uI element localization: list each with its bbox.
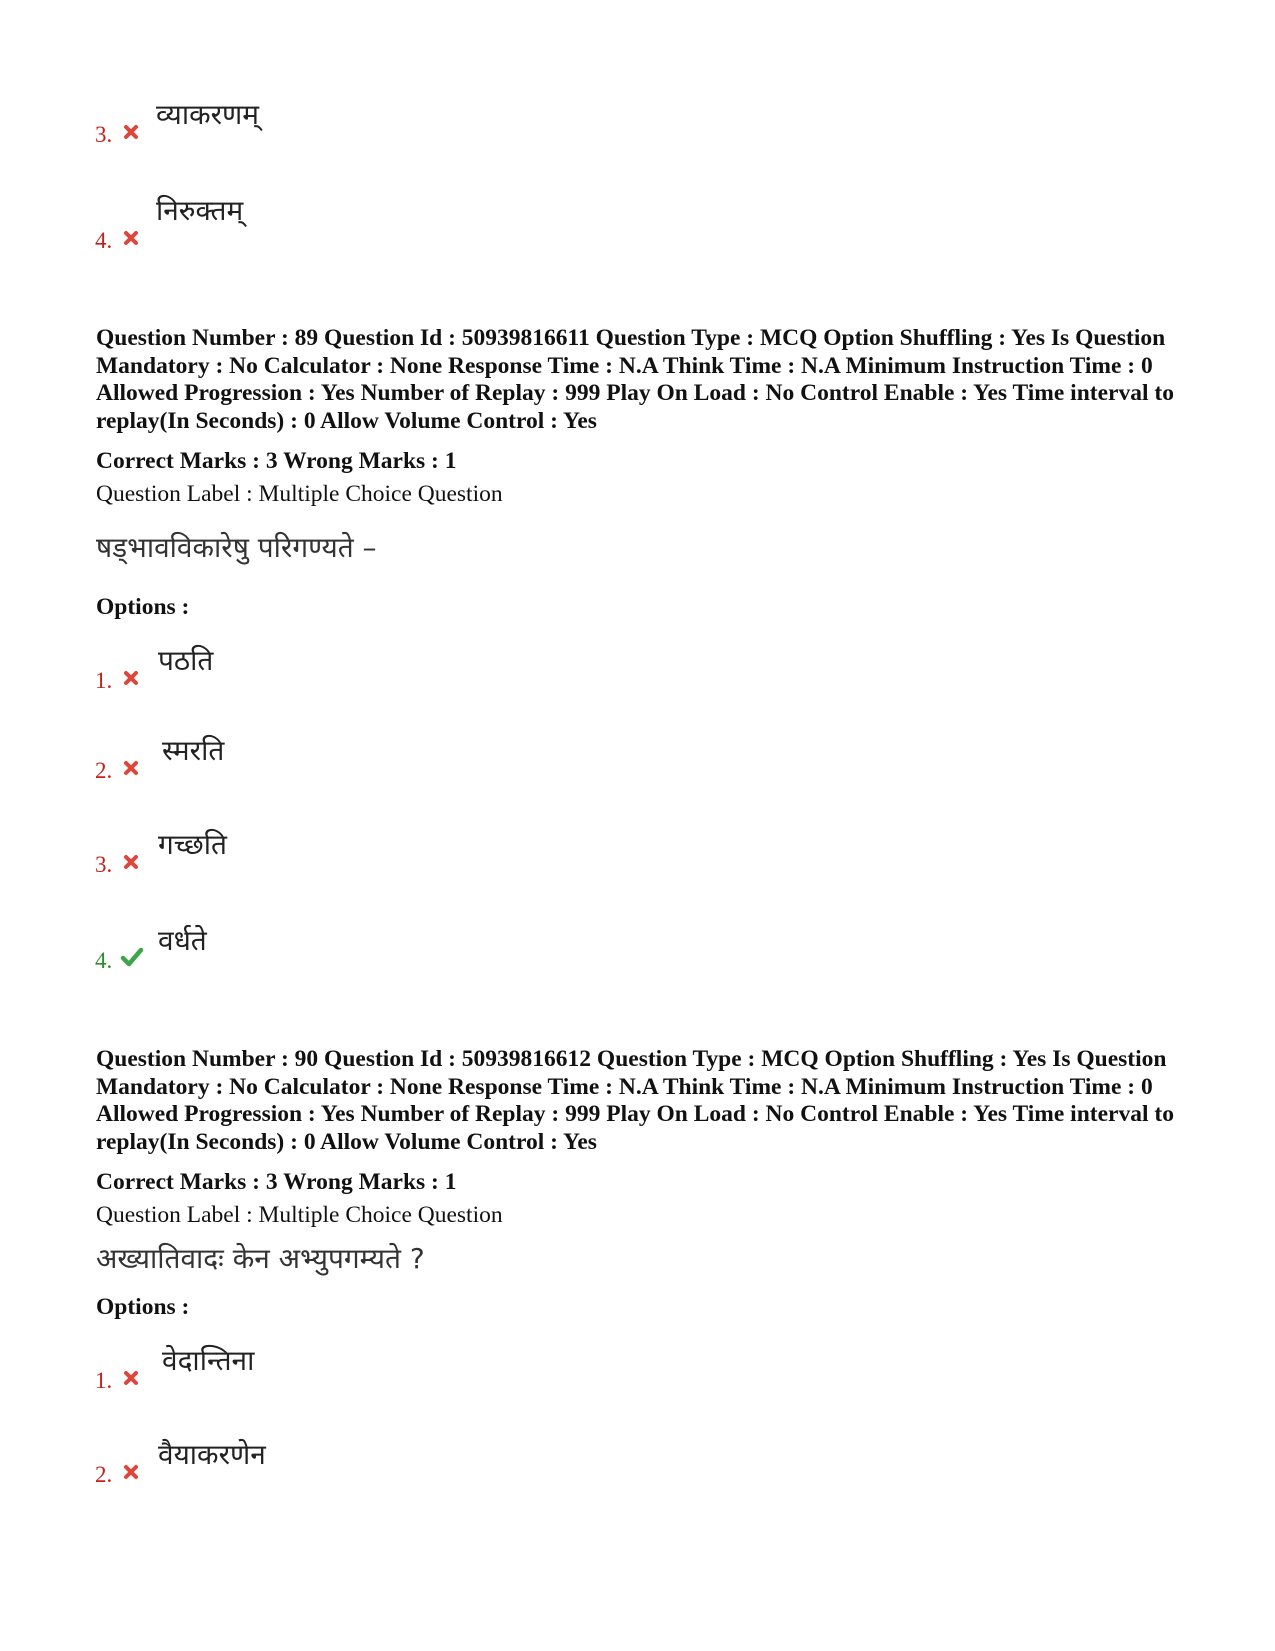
option-number: 1. bbox=[95, 1368, 113, 1393]
cross-icon bbox=[122, 853, 140, 871]
check-icon bbox=[120, 946, 144, 968]
question-header: Question Number : 89 Question Id : 50939816611 Question Type : MCQ Option Shuffling : Yes Is Question Mandatory : No Calculator : None Response Time : N.A Think Time : N.A Minimum Instruction Time : 0 Allowed Progression : Yes Number of Replay : 999 Play On Load : No Control Enable : Yes Time interval to replay(In Seconds) : 0 Allow Volume Control : Yes bbox=[96, 325, 1174, 434]
option-number: 4. bbox=[95, 948, 113, 973]
cross-icon bbox=[122, 669, 140, 687]
question-header: Question Number : 90 Question Id : 50939816612 Question Type : MCQ Option Shuffling : Yes Is Question Mandatory : No Calculator : None Response Time : N.A Think Time : N.A Minimum Instruction Time : 0 Allowed Progression : Yes Number of Replay : 999 Play On Load : No Control Enable : Yes Time interval to replay(In Seconds) : 0 Allow Volume Control : Yes bbox=[96, 1046, 1174, 1155]
question-text: षड्भावविकारेषु परिगण्यते – bbox=[96, 531, 377, 564]
question-text: अख्यातिवादः केन अभ्युपगम्यते ? bbox=[96, 1242, 425, 1275]
question-label: Question Label : Multiple Choice Question bbox=[96, 1202, 503, 1228]
cross-icon bbox=[122, 123, 140, 141]
option-number: 4. bbox=[95, 228, 113, 253]
option-number: 3. bbox=[95, 122, 113, 147]
option-number: 1. bbox=[95, 668, 113, 693]
option-text: व्याकरणम् bbox=[156, 98, 260, 131]
option-number: 2. bbox=[95, 758, 113, 783]
option-text: वर्धते bbox=[158, 924, 207, 957]
cross-icon bbox=[122, 1463, 140, 1481]
cross-icon bbox=[122, 229, 140, 247]
option-text: वैयाकरणेन bbox=[158, 1438, 266, 1471]
cross-icon bbox=[122, 759, 140, 777]
options-heading: Options : bbox=[96, 594, 190, 620]
option-text: निरुक्तम् bbox=[156, 194, 244, 227]
question-label: Question Label : Multiple Choice Question bbox=[96, 481, 503, 507]
question-marks: Correct Marks : 3 Wrong Marks : 1 bbox=[96, 448, 457, 474]
option-number: 2. bbox=[95, 1462, 113, 1487]
question-marks: Correct Marks : 3 Wrong Marks : 1 bbox=[96, 1169, 457, 1195]
options-heading: Options : bbox=[96, 1294, 190, 1320]
option-text: स्मरति bbox=[162, 734, 225, 767]
option-text: गच्छति bbox=[158, 828, 227, 861]
option-text: पठति bbox=[158, 644, 214, 677]
option-text: वेदान्तिना bbox=[162, 1344, 255, 1377]
option-number: 3. bbox=[95, 852, 113, 877]
cross-icon bbox=[122, 1369, 140, 1387]
